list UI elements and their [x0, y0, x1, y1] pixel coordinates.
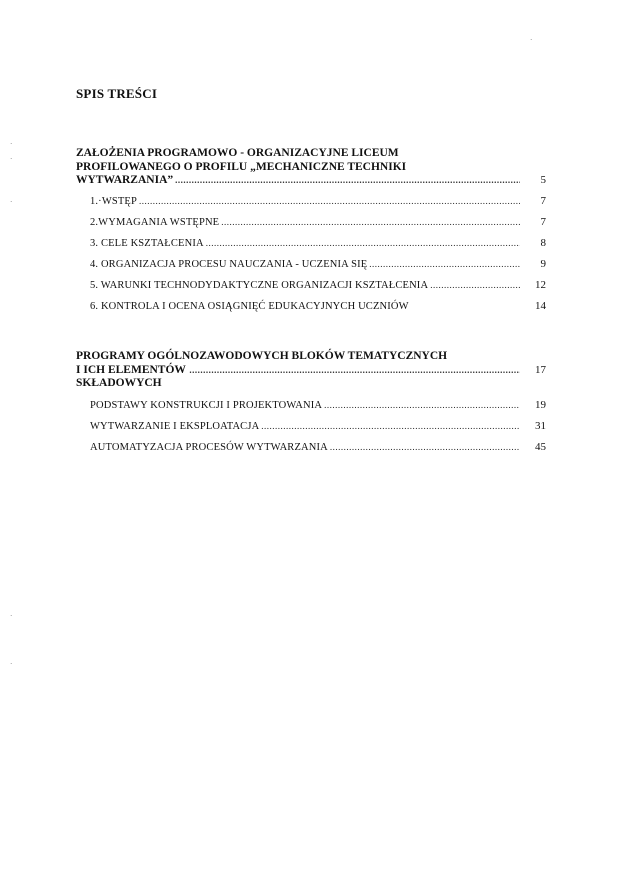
- section-heading: [76, 350, 546, 391]
- section-heading-line: I ICH ELEMENTÓW SKŁADOWYCH: [76, 363, 186, 389]
- page-number: 14: [535, 299, 546, 312]
- leader-dots: [261, 420, 520, 433]
- toc-entry-label: 3. CELE KSZTAŁCENIA: [90, 237, 204, 249]
- toc-entry-label: AUTOMATYZACJA PROCESÓW WYTWARZANIA: [90, 441, 328, 453]
- leader-dots: [330, 441, 520, 454]
- toc-entry[interactable]: [90, 300, 546, 321]
- scan-speck: ·: [10, 155, 13, 163]
- section-heading-line: PROFILOWANEGO O PROFILU „MECHANICZNE TECHNIKI: [76, 160, 407, 173]
- toc-entry[interactable]: [90, 441, 546, 462]
- page-number: 7: [540, 194, 546, 207]
- toc-entry[interactable]: [90, 258, 546, 279]
- page-number: 12: [535, 278, 546, 291]
- scan-speck: ·: [530, 36, 533, 44]
- leader-dots: [324, 399, 520, 412]
- toc-entry-list: [90, 195, 546, 321]
- page-number: 45: [535, 440, 546, 453]
- leader-dots: [221, 216, 520, 229]
- toc-entry[interactable]: [90, 399, 546, 420]
- page-number: 31: [535, 419, 546, 432]
- leader-dots: [175, 174, 520, 188]
- toc-entry-label: 1.·WSTĘP: [90, 195, 137, 207]
- page-number: 9: [540, 257, 546, 270]
- toc-entry[interactable]: [90, 195, 546, 216]
- section-heading-line: WYTWARZANIA”: [76, 174, 174, 186]
- toc-section-1: [76, 147, 546, 321]
- toc-title: SPIS TREŚCI: [76, 86, 158, 101]
- toc-entry-label: 4. ORGANIZACJA PROCESU NAUCZANIA - UCZENIA SIĘ: [90, 258, 368, 270]
- toc-entry-label: 2.WYMAGANIA WSTĘPNE: [90, 216, 220, 228]
- page-number: 8: [540, 236, 546, 249]
- toc-entry-label: 5. WARUNKI TECHNODYDAKTYCZNE ORGANIZACJI KSZTAŁCENIA: [90, 279, 429, 291]
- toc-entry[interactable]: [90, 237, 546, 258]
- scan-speck: ·: [10, 140, 13, 148]
- page-number: 7: [540, 215, 546, 228]
- section-heading-line: PROGRAMY OGÓLNOZAWODOWYCH BLOKÓW TEMATYCZNYCH: [76, 350, 448, 362]
- leader-dots: [189, 364, 520, 378]
- section-heading: [76, 147, 546, 188]
- toc-entry-label: 6. KONTROLA I OCENA OSIĄGNIĘĆ EDUKACYJNYCH UCZNIÓW: [90, 300, 409, 312]
- section-heading-line: ZAŁOŻENIA PROGRAMOWO - ORGANIZACYJNE LICEUM: [76, 147, 399, 159]
- toc-section-2: [76, 350, 546, 462]
- toc-entry[interactable]: [90, 279, 546, 300]
- toc-entry-list: [90, 399, 546, 462]
- page-number: 17: [535, 363, 546, 376]
- leader-dots: [430, 279, 520, 292]
- toc-entry-label: PODSTAWY KONSTRUKCJI I PROJEKTOWANIA: [90, 399, 323, 411]
- leader-dots: [139, 195, 520, 208]
- scan-speck: ·: [10, 660, 13, 668]
- section-heading-last-line: [76, 174, 546, 188]
- page-number: 5: [540, 174, 546, 186]
- leader-dots: [206, 237, 520, 250]
- toc-entry[interactable]: [90, 420, 546, 441]
- section-heading-last-line: [76, 364, 546, 391]
- scan-speck: ·: [10, 198, 13, 206]
- toc-entry[interactable]: [90, 216, 546, 237]
- leader-dots: [369, 258, 520, 271]
- page-number: 19: [535, 398, 546, 411]
- toc-entry-label: WYTWARZANIE I EKSPLOATACJA: [90, 420, 260, 432]
- scan-speck: ·: [10, 612, 13, 620]
